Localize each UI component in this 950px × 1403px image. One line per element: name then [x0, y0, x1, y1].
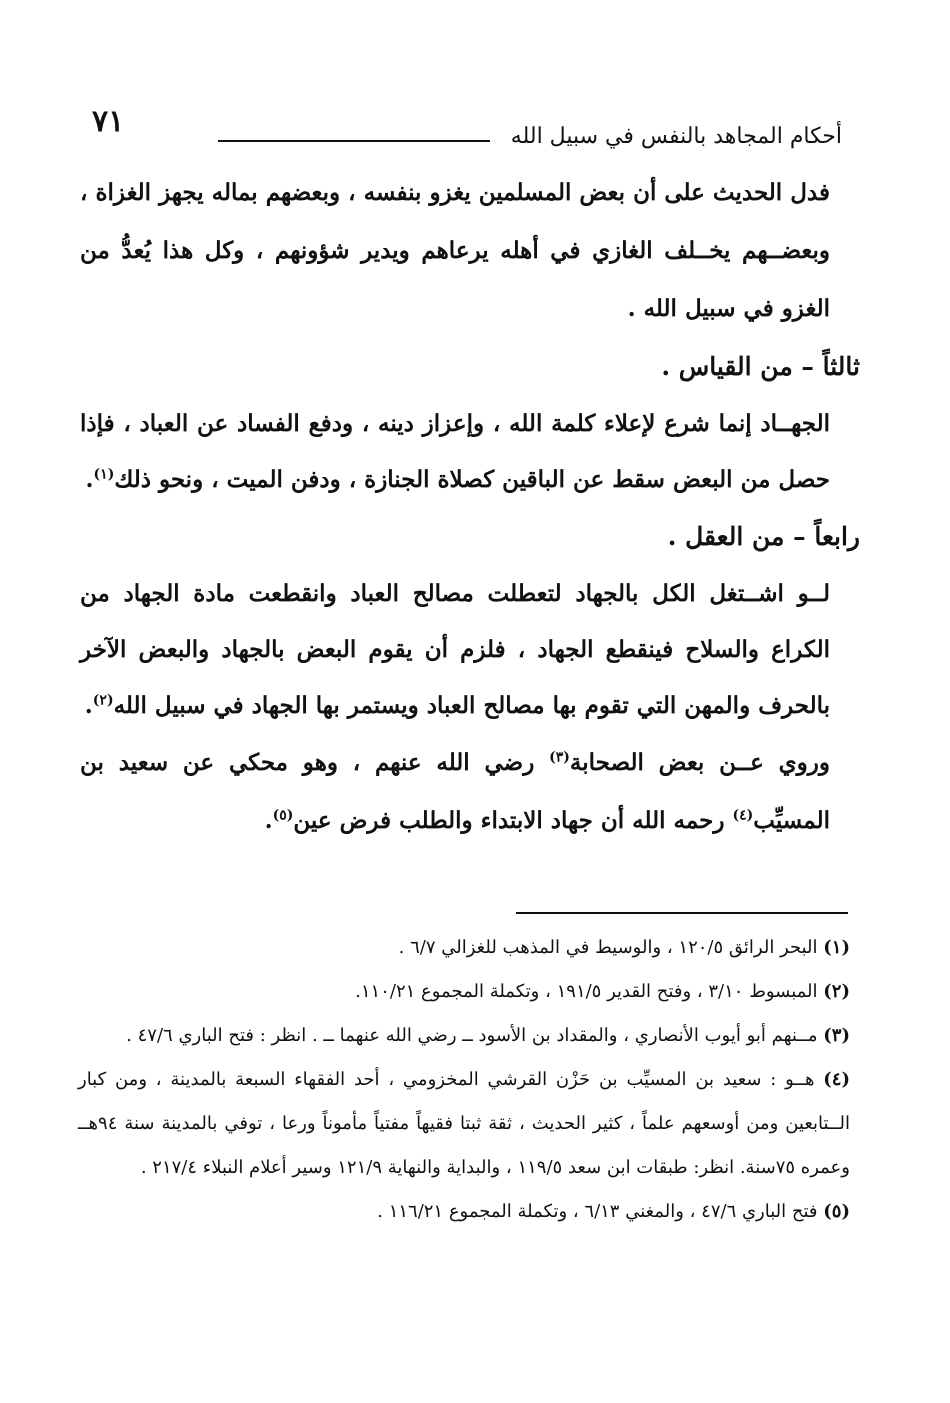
reason-text: لــو اشــتغل الكل بالجهاد لتعطلت مصالح العباد وانقطعت مادة الجهاد من الكراع والسلاح فينقطع الجهاد ، فلزم أن يقوم البعض بالجهاد والبعض الآخر بالحرف والمهن التي تقوم بها مصالح العباد ويستمر بها الجهاد في سبيل الله: [80, 580, 830, 719]
footnote-ref-5: (٥): [272, 807, 294, 824]
reason-end: .: [84, 692, 93, 719]
footnote-number: (٣): [823, 1025, 850, 1046]
footnote-5: [78, 1190, 850, 1234]
analogy-end: .: [85, 466, 94, 493]
footnote-text: المبسوط ٣/١٠ ، وفتح القدير ١٩١/٥ ، وتكملة المجموع ١١٠/٢١.: [355, 981, 818, 1002]
footnote-ref-1: (١): [93, 466, 115, 483]
narration-part-3: رحمه الله أن جهاد الابتداء والطلب فرض عين: [293, 807, 733, 834]
footnote-text: مــنهم أبو أيوب الأنصاري ، والمقداد بن الأسود ــ رضي الله عنهما ــ . انظر : فتح الباري ٤٧/٦ .: [126, 1025, 818, 1046]
narration-part-1: وروي عــن بعض الصحابة: [569, 749, 830, 776]
footnote-ref-2: (٢): [92, 692, 114, 709]
footnote-text: فتح الباري ٤٧/٦ ، والمغني ٦/١٣ ، وتكملة المجموع ١١٦/٢١ .: [377, 1201, 818, 1222]
footnotes: [78, 926, 850, 1234]
main-text: [80, 164, 860, 850]
footnote-text: هــو : سعيد بن المسيِّب بن حَزْن القرشي المخزومي ، أحد الفقهاء السبعة بالمدينة ، ومن كبار الــتابعين ومن أوسعهم علماً ، كثير الحديث ، ثقة ثبتا فقيهاً مفتياً مأموناً ورعا ، توفي بالمدينة سنة ٩٤هــ وعمره ٧٥سنة. انظر: طبقات ابن سعد ١١٩/٥ ، والبداية والنهاية ١٢١/٩ وسير أعلام النبلاء ٢١٧/٤ .: [78, 1069, 850, 1178]
section-heading-reason: رابعاً – من العقل .: [667, 522, 860, 551]
analogy-text: الجهــاد إنما شرع لإعلاء كلمة الله ، وإعزاز دينه ، ودفع الفساد عن العباد ، فإذا حصل من البعض سقط عن الباقين كصلاة الجنازة ، ودفن الميت ، ونحو ذلك: [80, 410, 830, 493]
footnote-rule: [516, 912, 848, 914]
footnote-number: (٤): [823, 1069, 850, 1090]
footnote-number: (٥): [823, 1201, 850, 1222]
footnote-2: [78, 970, 850, 1014]
footnote-ref-3: (٣): [549, 749, 570, 766]
section-heading-analogy: ثالثاً – من القياس .: [661, 352, 860, 381]
intro-paragraph: فدل الحديث على أن بعض المسلمين يغزو بنفسه ، وبعضهم بماله يجهز الغزاة ، وبعضــهم يخــلف الغازي في أهله يرعاهم ويدير شؤونهم ، وكل هذا يُعدُّ من الغزو في سبيل الله .: [80, 179, 830, 322]
header-rule: [218, 140, 490, 142]
footnote-3: [78, 1014, 850, 1058]
page-number: ٧١: [92, 104, 125, 139]
footnote-4: [78, 1058, 850, 1190]
narration-end: .: [264, 807, 273, 834]
reason-paragraph: [80, 566, 860, 734]
footnote-number: (٢): [823, 981, 850, 1002]
footnote-text: البحر الرائق ١٢٠/٥ ، والوسيط في المذهب للغزالي ٦/٧ .: [398, 937, 818, 958]
footnote-number: (١): [823, 937, 850, 958]
footnote-1: [78, 926, 850, 970]
narration-part-2: رضي الله عنهم ، وهو محكي عن سعيد بن المسيِّب: [80, 749, 830, 834]
footnote-ref-4: (٤): [732, 807, 754, 824]
running-header: أحكام المجاهد بالنفس في سبيل الله: [510, 124, 842, 149]
narration-paragraph: [80, 734, 860, 850]
analogy-paragraph: [80, 396, 860, 508]
